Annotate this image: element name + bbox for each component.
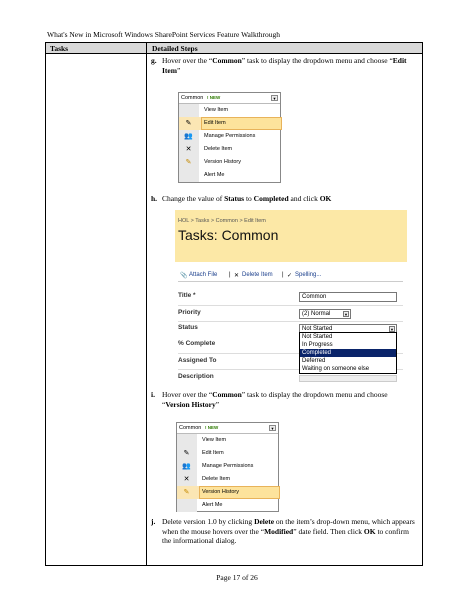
form-toolbar bbox=[178, 272, 403, 282]
text: Change the value of bbox=[162, 194, 225, 203]
col-tasks-header: Tasks bbox=[50, 44, 69, 53]
text: ” task to display the dropdown menu and choose “ bbox=[241, 56, 393, 65]
menu-item-label: Manage Permissions bbox=[202, 463, 254, 469]
breadcrumb[interactable]: HOL > Tasks > Common > Edit Item bbox=[178, 218, 266, 224]
step-text bbox=[162, 56, 412, 75]
menu-item-view[interactable] bbox=[177, 434, 280, 447]
bold-text: Completed bbox=[253, 194, 289, 203]
bold-text: Edit Item bbox=[162, 56, 407, 75]
delete-x-icon: ✕ bbox=[185, 146, 192, 153]
edit-icon: ✎ bbox=[183, 450, 190, 457]
page-title: Tasks: Common bbox=[178, 227, 279, 243]
status-option-selected[interactable]: Completed bbox=[300, 349, 396, 357]
step-number: j. bbox=[151, 517, 156, 526]
menu-list bbox=[179, 104, 282, 182]
menu-item-alert[interactable] bbox=[179, 169, 282, 182]
status-option[interactable]: Waiting on someone else bbox=[302, 366, 370, 372]
context-menu-version bbox=[176, 422, 279, 512]
menu-item-label: View Item bbox=[204, 107, 229, 113]
text: ” date field. Then click bbox=[293, 526, 364, 536]
new-badge: ! NEW bbox=[207, 95, 221, 100]
step-number: g. bbox=[151, 56, 157, 65]
status-option[interactable]: Deferred bbox=[302, 358, 326, 364]
separator: | bbox=[229, 272, 231, 278]
step-text bbox=[162, 194, 331, 204]
menu-item-title[interactable] bbox=[177, 423, 278, 434]
spelling-icon: ✓ bbox=[287, 273, 293, 279]
field-divider bbox=[178, 321, 403, 322]
menu-item-edit[interactable] bbox=[179, 117, 282, 130]
new-badge: ! NEW bbox=[205, 425, 219, 430]
context-menu-edit bbox=[178, 92, 281, 183]
text: and click bbox=[288, 194, 320, 203]
priority-select[interactable] bbox=[299, 309, 351, 319]
status-option[interactable]: In Progress bbox=[302, 342, 333, 348]
menu-item-label: Version History bbox=[204, 159, 241, 165]
menu-item-label: Delete Item bbox=[204, 146, 233, 152]
status-option[interactable]: Not Started bbox=[302, 334, 333, 340]
menu-item-label: View Item bbox=[202, 437, 227, 443]
users-icon: 👥 bbox=[184, 133, 193, 140]
col-steps-header: Detailed Steps bbox=[152, 44, 198, 53]
text: ” bbox=[215, 399, 220, 409]
text: Delete version 1.0 by clicking bbox=[162, 517, 255, 526]
menu-item-label: Edit Item bbox=[202, 450, 224, 456]
menu-item-label: Alert Me bbox=[202, 502, 223, 508]
table-header bbox=[46, 43, 422, 54]
field-divider bbox=[178, 305, 403, 306]
percent-complete-label: % Complete bbox=[178, 340, 216, 347]
doc-header: What's New in Microsoft Windows SharePoint Services Feature Walkthrough bbox=[47, 30, 281, 39]
dropdown-arrow-icon[interactable]: ▼ bbox=[270, 426, 275, 431]
menu-item-title[interactable] bbox=[179, 93, 280, 104]
bold-text: Status bbox=[224, 194, 245, 203]
attach-file-button[interactable]: Attach File bbox=[189, 272, 218, 278]
column-divider bbox=[146, 43, 147, 565]
text: to bbox=[375, 526, 384, 536]
text: on the item’s drop-down menu, which bbox=[274, 517, 391, 526]
item-title-link[interactable]: Common bbox=[181, 95, 204, 101]
menu-list bbox=[177, 434, 280, 512]
item-title-link[interactable]: Common bbox=[179, 425, 202, 431]
bold-text: Delete bbox=[254, 517, 275, 526]
delete-x-icon: ✕ bbox=[183, 476, 190, 483]
users-icon: 👥 bbox=[182, 463, 191, 470]
step-text bbox=[162, 517, 417, 546]
text: to bbox=[244, 194, 254, 203]
version-history-icon: ✎ bbox=[185, 159, 192, 166]
menu-item-label: Manage Permissions bbox=[204, 133, 256, 139]
text: ” task to display the dropdown menu and choose “ bbox=[162, 390, 388, 409]
menu-item-label: Alert Me bbox=[204, 172, 225, 178]
text: ” bbox=[177, 65, 181, 75]
bold-text: Version History bbox=[165, 399, 216, 409]
text: confirm the informational dialog. bbox=[162, 526, 409, 545]
text: appears when the mouse hovers over the “ bbox=[162, 517, 415, 536]
menu-item-delete[interactable] bbox=[177, 473, 280, 486]
description-label: Description bbox=[178, 373, 214, 380]
version-history-icon: ✎ bbox=[183, 489, 190, 496]
separator: | bbox=[282, 272, 284, 278]
priority-value: (2) Normal bbox=[302, 311, 331, 317]
bold-text: Common bbox=[212, 390, 242, 399]
spelling-button[interactable]: Spelling... bbox=[295, 272, 322, 278]
title-field-label: Title * bbox=[178, 292, 196, 299]
assigned-to-label: Assigned To bbox=[178, 357, 217, 364]
menu-item-label: Version History bbox=[202, 489, 239, 495]
menu-item-view[interactable] bbox=[179, 104, 282, 117]
step-number: h. bbox=[151, 194, 158, 203]
delete-icon: ✕ bbox=[234, 273, 240, 279]
bold-text: OK bbox=[319, 194, 332, 203]
title-input[interactable]: Common bbox=[299, 292, 397, 302]
delete-item-button[interactable]: Delete Item bbox=[242, 272, 273, 278]
text: Hover over the “ bbox=[162, 56, 213, 65]
chevron-down-icon: ▼ bbox=[390, 327, 394, 332]
status-options-list bbox=[299, 332, 397, 374]
step-number: i. bbox=[151, 390, 155, 399]
page-number: Page 17 of 26 bbox=[216, 573, 258, 582]
step-text bbox=[162, 390, 412, 409]
bold-text: Common bbox=[212, 56, 242, 65]
menu-item-label: Delete Item bbox=[202, 476, 231, 482]
menu-item-version-history[interactable] bbox=[177, 486, 280, 499]
menu-item-alert[interactable] bbox=[177, 499, 280, 512]
menu-item-permissions[interactable] bbox=[179, 130, 282, 143]
edit-item-form bbox=[175, 210, 407, 382]
menu-item-label: Edit Item bbox=[204, 120, 226, 126]
menu-item-delete[interactable] bbox=[179, 143, 282, 156]
menu-item-permissions[interactable] bbox=[177, 460, 280, 473]
status-value: Not Started bbox=[302, 326, 333, 332]
menu-item-version-history[interactable] bbox=[179, 156, 282, 169]
paperclip-icon: 📎 bbox=[180, 273, 188, 279]
description-editor-toolbar[interactable] bbox=[299, 375, 397, 382]
status-field-label: Status bbox=[178, 324, 198, 331]
menu-item-edit[interactable] bbox=[177, 447, 280, 460]
title-band bbox=[175, 210, 407, 262]
dropdown-arrow-icon[interactable]: ▼ bbox=[272, 96, 277, 101]
chevron-down-icon: ▼ bbox=[344, 312, 348, 317]
bold-text: OK bbox=[363, 526, 376, 536]
edit-icon: ✎ bbox=[185, 120, 192, 127]
text: Hover over the “ bbox=[162, 390, 213, 399]
priority-field-label: Priority bbox=[178, 309, 201, 316]
bold-text: Modified bbox=[264, 526, 294, 536]
